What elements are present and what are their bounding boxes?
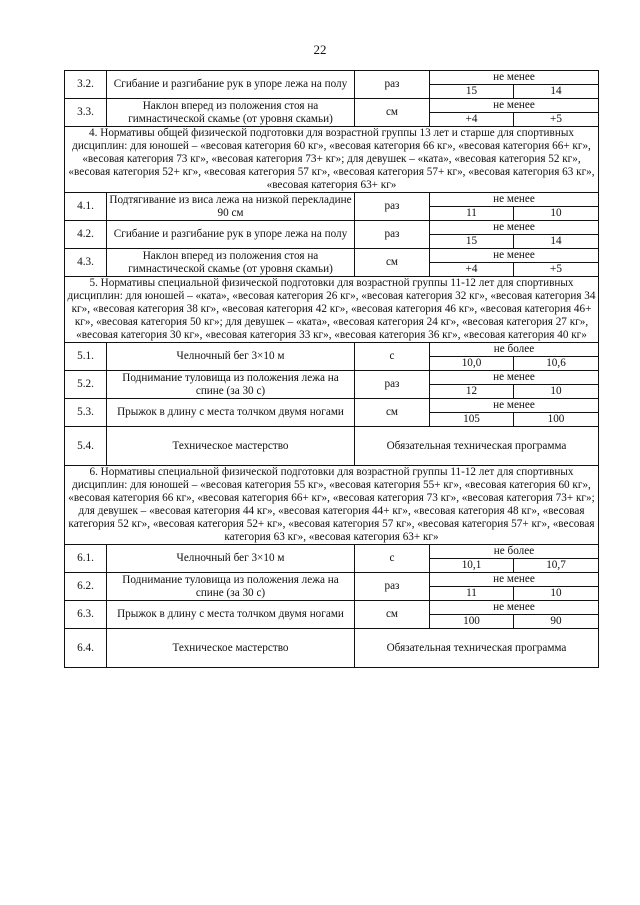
unit: раз xyxy=(355,193,430,221)
table-row xyxy=(65,99,599,113)
row-number: 6.2. xyxy=(65,573,107,601)
row-number: 6.3. xyxy=(65,601,107,629)
comparator: не менее xyxy=(430,99,599,113)
norms-table xyxy=(64,70,599,668)
value-boys: +4 xyxy=(430,263,514,277)
value-boys: 12 xyxy=(430,385,514,399)
value-boys: 11 xyxy=(430,207,514,221)
table-row xyxy=(65,71,599,85)
value-boys: 15 xyxy=(430,85,514,99)
value-girls: 14 xyxy=(514,85,599,99)
row-number: 3.3. xyxy=(65,99,107,127)
row-number: 4.3. xyxy=(65,249,107,277)
comparator: не менее xyxy=(430,193,599,207)
value-girls: 10,7 xyxy=(514,559,599,573)
value-girls: 90 xyxy=(514,615,599,629)
value-girls: 10 xyxy=(514,587,599,601)
section-title: 5. Нормативы специальной физической подготовки для возрастной группы 11-12 лет для спортивных дисциплин: для юношей – «ката», «весовая категория 26 кг», «весовая категория 32 кг», «весовая категория 34 кг», «весовая категория 38 кг», «весовая категория 42 кг», «весовая категория 46 кг», «весовая категория 46+ кг», «весовая категория 50 кг»; для девушек – «ката», «весовая категория 24 кг», «весовая категория 27 кг», «весовая категория 30 кг», «весовая категория 33 кг», «весовая категория 36 кг», «весовая категория 40 кг» xyxy=(65,277,599,343)
row-number: 6.4. xyxy=(65,629,107,668)
comparator: не менее xyxy=(430,71,599,85)
exercise-name: Прыжок в длину с места толчком двумя ногами xyxy=(107,399,355,427)
exercise-name: Наклон вперед из положения стоя на гимнастической скамье (от уровня скамьи) xyxy=(107,99,355,127)
row-number: 6.1. xyxy=(65,545,107,573)
value-boys: 10,1 xyxy=(430,559,514,573)
unit: с xyxy=(355,545,430,573)
tech-program: Обязательная техническая программа xyxy=(355,427,599,466)
exercise-name: Сгибание и разгибание рук в упоре лежа на полу xyxy=(107,221,355,249)
table-row xyxy=(65,371,599,385)
exercise-name: Подтягивание из виса лежа на низкой перекладине 90 см xyxy=(107,193,355,221)
table-row xyxy=(65,545,599,559)
unit: см xyxy=(355,99,430,127)
value-boys: +4 xyxy=(430,113,514,127)
comparator: не менее xyxy=(430,399,599,413)
table-row xyxy=(65,427,599,466)
table-row xyxy=(65,221,599,235)
exercise-name: Поднимание туловища из положения лежа на спине (за 30 с) xyxy=(107,371,355,399)
table-row xyxy=(65,601,599,615)
exercise-name: Техническое мастерство xyxy=(107,629,355,668)
unit: см xyxy=(355,249,430,277)
comparator: не менее xyxy=(430,573,599,587)
table-row xyxy=(65,573,599,587)
value-girls: 14 xyxy=(514,235,599,249)
row-number: 5.3. xyxy=(65,399,107,427)
value-girls: +5 xyxy=(514,113,599,127)
table-row xyxy=(65,193,599,207)
comparator: не менее xyxy=(430,371,599,385)
table-row xyxy=(65,343,599,357)
page-number: 22 xyxy=(313,42,327,57)
table-row xyxy=(65,249,599,263)
exercise-name: Прыжок в длину с места толчком двумя ногами xyxy=(107,601,355,629)
row-number: 4.1. xyxy=(65,193,107,221)
unit: см xyxy=(355,399,430,427)
unit: раз xyxy=(355,371,430,399)
table-row xyxy=(65,629,599,668)
unit: раз xyxy=(355,71,430,99)
exercise-name: Челночный бег 3×10 м xyxy=(107,545,355,573)
unit: см xyxy=(355,601,430,629)
value-boys: 105 xyxy=(430,413,514,427)
row-number: 3.2. xyxy=(65,71,107,99)
value-boys: 15 xyxy=(430,235,514,249)
exercise-name: Поднимание туловища из положения лежа на спине (за 30 с) xyxy=(107,573,355,601)
value-boys: 11 xyxy=(430,587,514,601)
exercise-name: Наклон вперед из положения стоя на гимнастической скамье (от уровня скамьи) xyxy=(107,249,355,277)
exercise-name: Челночный бег 3×10 м xyxy=(107,343,355,371)
exercise-name: Сгибание и разгибание рук в упоре лежа на полу xyxy=(107,71,355,99)
row-number: 5.4. xyxy=(65,427,107,466)
row-number: 5.2. xyxy=(65,371,107,399)
value-boys: 10,0 xyxy=(430,357,514,371)
section-title: 6. Нормативы специальной физической подготовки для возрастной группы 11-12 лет для спортивных дисциплин: для юношей – «весовая категория 55 кг», «весовая категория 55+ кг», «весовая категория 60 кг», «весовая категория 66 кг», «весовая категория 66+ кг», «весовая категория 73 кг», «весовая категория 73+ кг»; для девушек – «весовая категория 44 кг», «весовая категория 44+ кг», «весовая категория 48 кг», «весовая категория 52 кг», «весовая категория 52+ кг», «весовая категория 57 кг», «весовая категория 57+ кг», «весовая категория 63 кг», «весовая категория 63+ кг» xyxy=(65,466,599,545)
unit: раз xyxy=(355,221,430,249)
value-girls: 10 xyxy=(514,385,599,399)
value-girls: +5 xyxy=(514,263,599,277)
value-girls: 10 xyxy=(514,207,599,221)
unit: раз xyxy=(355,573,430,601)
tech-program: Обязательная техническая программа xyxy=(355,629,599,668)
value-girls: 10,6 xyxy=(514,357,599,371)
row-number: 4.2. xyxy=(65,221,107,249)
unit: с xyxy=(355,343,430,371)
table-row xyxy=(65,399,599,413)
value-girls: 100 xyxy=(514,413,599,427)
comparator: не менее xyxy=(430,221,599,235)
row-number: 5.1. xyxy=(65,343,107,371)
comparator: не более xyxy=(430,545,599,559)
comparator: не более xyxy=(430,343,599,357)
section-title: 4. Нормативы общей физической подготовки для возрастной группы 13 лет и старше для спортивных дисциплин: для юношей – «весовая категория 60 кг», «весовая категория 66 кг», «весовая категория 66+ кг», «весовая категория 73 кг», «весовая категория 73+ кг»; для девушек – «ката», «весовая категория 52 кг», «весовая категория 52+ кг», «весовая категория 57 кг», «весовая категория 57+ кг», «весовая категория 63 кг», «весовая категория 63+ кг» xyxy=(65,127,599,193)
comparator: не менее xyxy=(430,249,599,263)
comparator: не менее xyxy=(430,601,599,615)
exercise-name: Техническое мастерство xyxy=(107,427,355,466)
value-boys: 100 xyxy=(430,615,514,629)
